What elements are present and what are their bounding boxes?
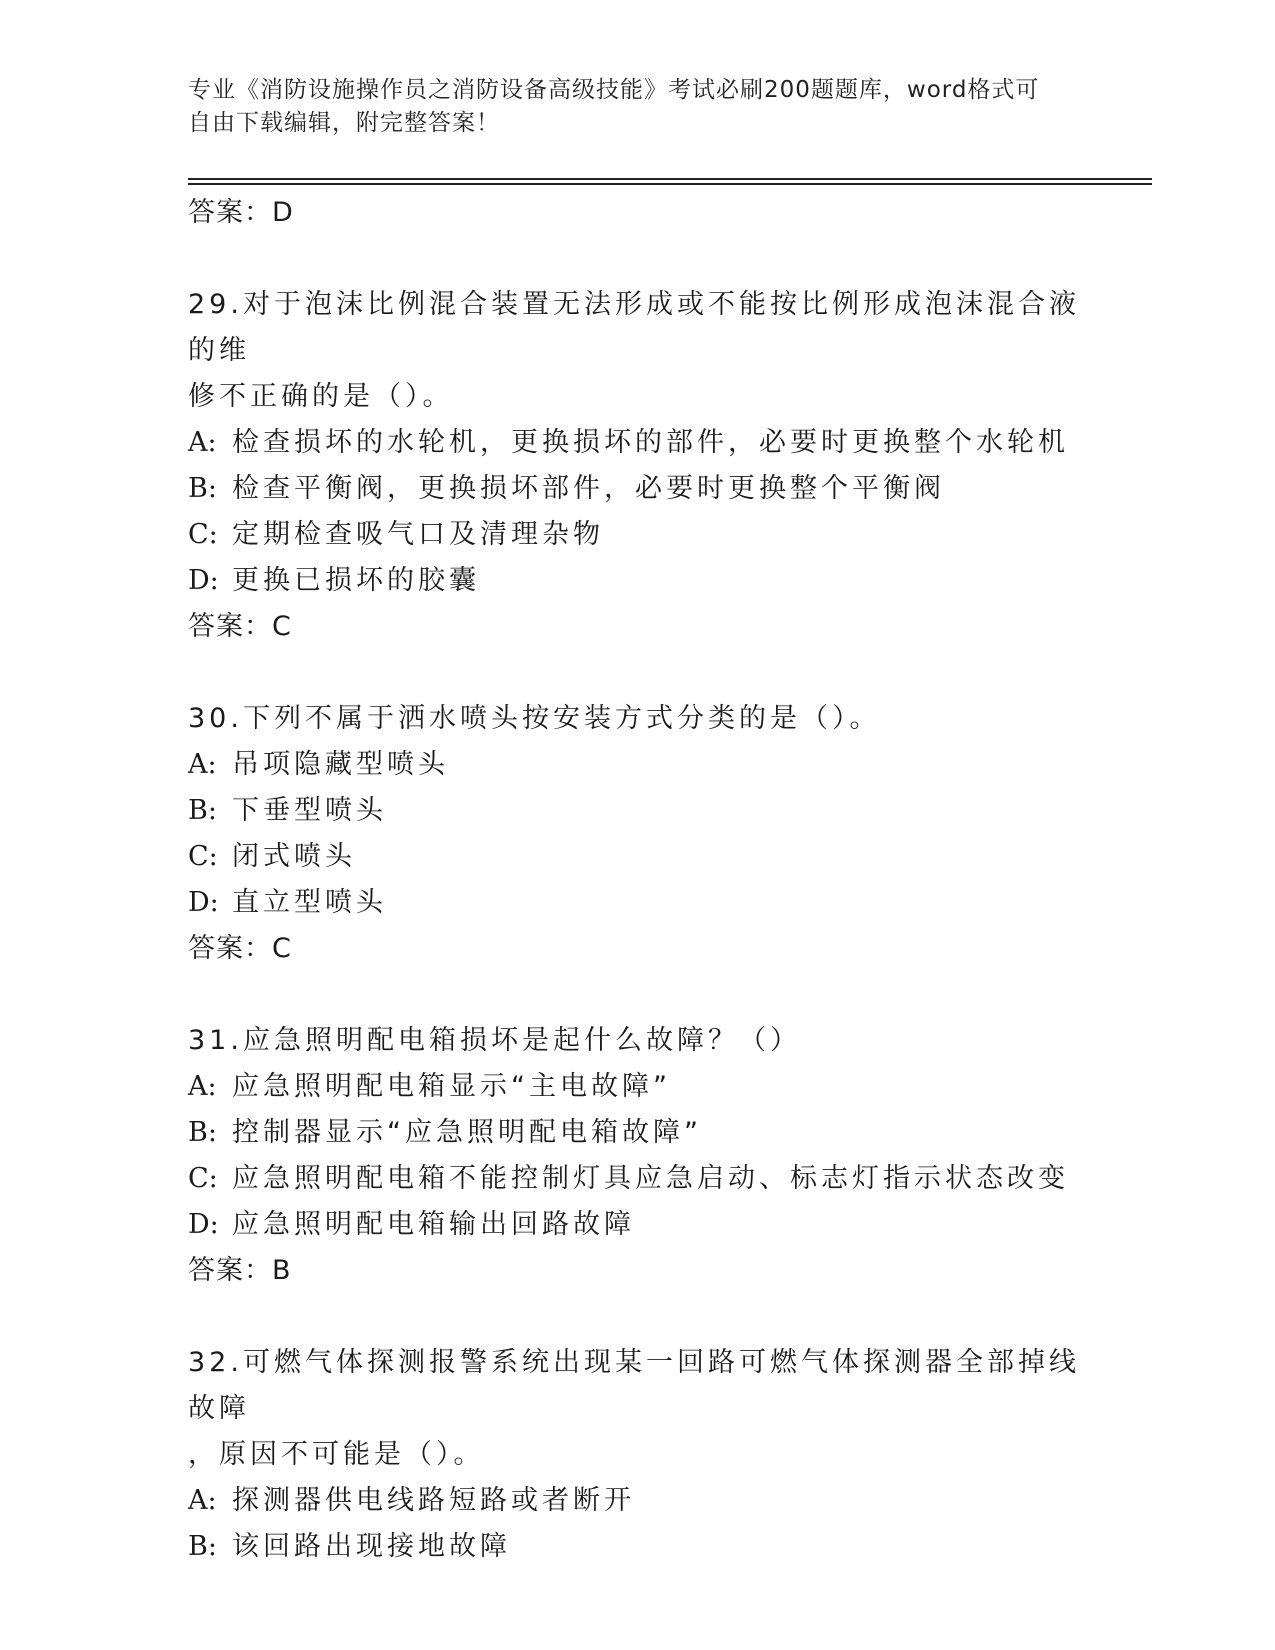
question-item xyxy=(188,696,1088,972)
answer-line: 答案：B xyxy=(188,1255,292,1286)
option-a: A: 探测器供电线路短路或者断开 xyxy=(188,1485,635,1516)
question-text: 修不正确的是（）。 xyxy=(188,381,454,412)
option-d: D: 应急照明配电箱输出回路故障 xyxy=(188,1209,635,1240)
header-line-1: 专业《消防设施操作员之消防设备高级技能》考试必刷200题题库，word格式可 xyxy=(188,77,1040,103)
option-c: C: 应急照明配电箱不能控制灯具应急启动、标志灯指示状态改变 xyxy=(188,1163,1069,1194)
question-text: ，原因不可能是（）。 xyxy=(188,1439,485,1470)
option-b: B: 控制器显示“应急照明配电箱故障” xyxy=(188,1117,702,1148)
option-d: D: 直立型喷头 xyxy=(188,887,387,918)
question-item xyxy=(188,282,1088,650)
question-item xyxy=(188,1018,1088,1294)
question-text: 31.应急照明配电箱损坏是起什么故障？（） xyxy=(188,1025,801,1056)
question-text: 29.对于泡沫比例混合装置无法形成或不能按比例形成泡沫混合液的维 xyxy=(188,289,1080,366)
option-b: B: 下垂型喷头 xyxy=(188,795,387,826)
option-d: D: 更换已损坏的胶囊 xyxy=(188,565,480,596)
question-text: 32.可燃气体探测报警系统出现某一回路可燃气体探测器全部掉线故障 xyxy=(188,1347,1080,1424)
answer-line: 答案：D xyxy=(188,197,294,228)
question-text: 30.下列不属于洒水喷头按安装方式分类的是（）。 xyxy=(188,703,881,734)
option-c: C: 闭式喷头 xyxy=(188,841,356,872)
document-header xyxy=(188,74,1068,140)
answer-line: 答案：C xyxy=(188,933,292,964)
option-b: B: 检查平衡阀，更换损坏部件，必要时更换整个平衡阀 xyxy=(188,473,945,504)
header-line-2: 自由下载编辑，附完整答案！ xyxy=(188,110,500,136)
question-item xyxy=(188,1340,1088,1570)
option-a: A: 吊项隐藏型喷头 xyxy=(188,749,449,780)
option-a: A: 应急照明配电箱显示“主电故障” xyxy=(188,1071,671,1102)
option-b: B: 该回路出现接地故障 xyxy=(188,1531,511,1562)
question-list xyxy=(188,190,1088,1570)
header-divider xyxy=(188,183,1152,185)
option-c: C: 定期检查吸气口及清理杂物 xyxy=(188,519,604,550)
answer-line: 答案：C xyxy=(188,611,292,642)
header-divider xyxy=(188,178,1152,180)
option-a: A: 检查损坏的水轮机，更换损坏的部件，必要时更换整个水轮机 xyxy=(188,427,1069,458)
